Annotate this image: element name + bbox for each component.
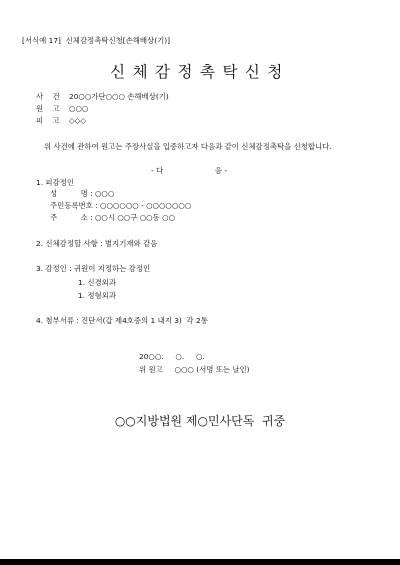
subject-name: 성 명 : ○○○ xyxy=(50,189,115,198)
item1-title: 1. 피감정인 xyxy=(36,178,74,187)
case-value: 20○○가단○○○ 손해배상(기) xyxy=(69,92,169,101)
item3-sub2: 1. 정형외과 xyxy=(78,291,116,300)
plaintiff-value: ○○○ xyxy=(69,104,89,113)
subject-resident-number: 주민등록번호 : ○○○○○○ - ○○○○○○○ xyxy=(50,201,192,210)
document-title: 신체감정촉탁신청 xyxy=(110,63,290,81)
item3-title: 3. 감정인 : 귀원이 지정하는 감정인 xyxy=(36,264,151,273)
section-heading: - 다 음 - xyxy=(151,166,227,175)
signature-line: 위 원고 ○○○ (서명 또는 날인) xyxy=(139,365,250,374)
form-label: [서식예 17] 신체감정촉탁신청[손해배상(기)] xyxy=(22,36,170,45)
item4: 4. 첨부서류 : 진단서(갑 제4호증의 1 내지 3) 각 2통 xyxy=(36,316,208,325)
bottom-rule xyxy=(0,559,400,565)
defendant-label: 피 고 xyxy=(36,116,60,125)
defendant-value: ◇◇◇ xyxy=(69,116,87,125)
subject-address: 주 소 : ○○시 ○○구 ○○동 ○○ xyxy=(50,213,176,222)
intro-paragraph: 위 사건에 관하여 원고는 주장사실을 입증하고자 다음과 같이 신체감정촉탁을 신청합니다. xyxy=(44,142,332,151)
plaintiff-label: 원 고 xyxy=(36,104,60,113)
signature-date: 20○○. ○. ○. xyxy=(139,352,205,361)
case-label: 사 건 xyxy=(36,92,60,101)
item3-sub1: 1. 신경외과 xyxy=(78,278,116,287)
court-addressee: ○○지방법원 제○민사단독 귀중 xyxy=(114,414,286,428)
item2: 2. 신체감정할 사항 : 별지기재와 같음 xyxy=(36,239,158,248)
